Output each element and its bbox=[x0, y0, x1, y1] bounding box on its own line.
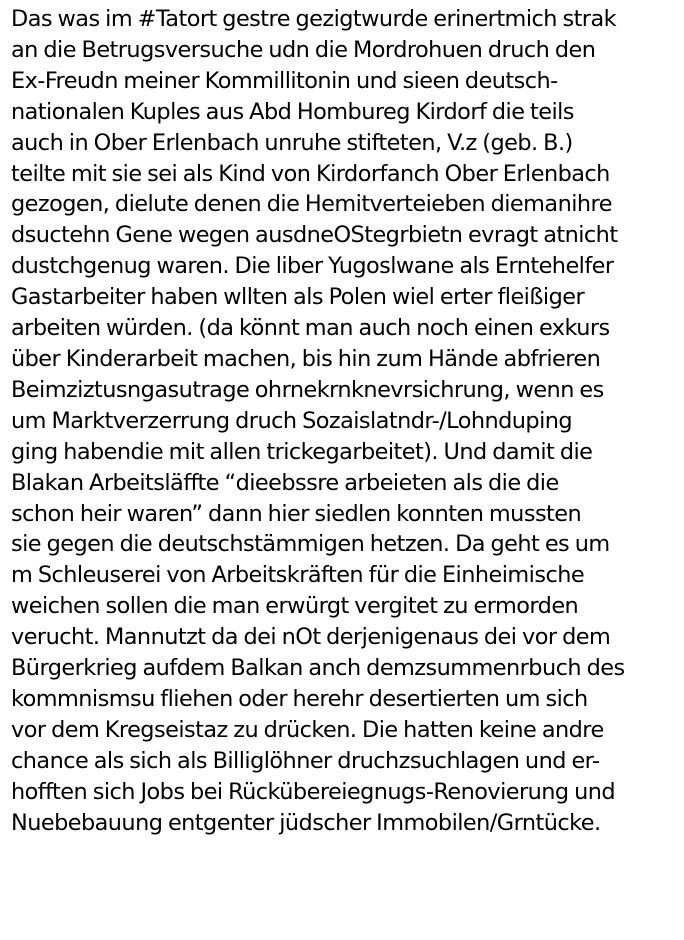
text-line-21: verucht. Mannutzt da dei nOt derjenigenaus dei vor dem bbox=[11, 624, 611, 651]
text-line-15: ging habendie mit allen trickegarbeitet). Und damit die bbox=[11, 438, 593, 465]
text-line-26: hofften sich Jobs bei Rückübereiegnugs-Renovierung und bbox=[11, 778, 616, 805]
text-line-5: auch in Ober Erlenbach unruhe stifteten, V.z (geb. B.) bbox=[11, 129, 573, 156]
text-line-17: schon heir waren” dann hier siedlen konnten mussten bbox=[11, 500, 582, 527]
text-line-24: vor dem Kregseistaz zu drücken. Die hatten keine andre bbox=[11, 716, 604, 743]
text-line-16: Blakan Arbeitsläffte “dieebssre arbeieten als die die bbox=[11, 469, 559, 496]
text-line-9: dustchgenug waren. Die liber Yugoslwane als Erntehelfer bbox=[11, 253, 614, 280]
text-line-1: Das was im #Tatort gestre gezigtwurde erinertmich strak bbox=[11, 6, 617, 32]
text-line-7: gezogen, dielute denen die Hemitverteieben diemanihre bbox=[11, 191, 612, 218]
text-line-14: um Marktverzerrung druch Sozaislatndr-/Lohnduping bbox=[11, 407, 573, 434]
text-line-23: kommnismsu fliehen oder herehr desertierten um sich bbox=[11, 685, 588, 712]
text-line-3: Ex-Freudn meiner Kommillitonin und sieen deutsch- bbox=[11, 67, 558, 94]
body-text bbox=[11, 4, 681, 838]
text-line-25: chance als sich als Billiglöhner druchzsuchlagen und er- bbox=[11, 747, 600, 774]
text-line-19: m Schleuserei von Arbeitskräften für die Einheimische bbox=[11, 562, 585, 589]
text-line-20: weichen sollen die man erwürgt vergitet zu ermorden bbox=[11, 593, 579, 620]
text-line-27: Nuebebauung entgenter jüdscher Immobilen/Grntücke. bbox=[11, 809, 601, 836]
text-line-18: sie gegen die deutschstämmigen hetzen. Da geht es um bbox=[11, 531, 610, 558]
text-line-11: arbeiten würden. (da könnt man auch noch einen exkurs bbox=[11, 315, 610, 342]
text-line-10: Gastarbeiter haben wllten als Polen wiel erter fleißiger bbox=[11, 284, 585, 311]
text-line-22: Bürgerkrieg aufdem Balkan anch demzsummenrbuch des bbox=[11, 655, 625, 682]
text-line-8: dsuctehn Gene wegen ausdneOStegrbietn evragt atnicht bbox=[11, 222, 618, 249]
text-line-13: Beimziztusngasutrage ohrnekrnknevrsichrung, wenn es bbox=[11, 376, 604, 403]
text-line-6: teilte mit sie sei als Kind von Kirdorfanch Ober Erlenbach bbox=[11, 160, 610, 187]
text-line-4: nationalen Kuples aus Abd Hombureg Kirdorf die teils bbox=[11, 98, 574, 125]
text-line-2: an die Betrugsversuche udn die Mordrohuen druch den bbox=[11, 36, 596, 63]
text-line-12: über Kinderarbeit machen, bis hin zum Hände abfrieren bbox=[11, 345, 601, 372]
